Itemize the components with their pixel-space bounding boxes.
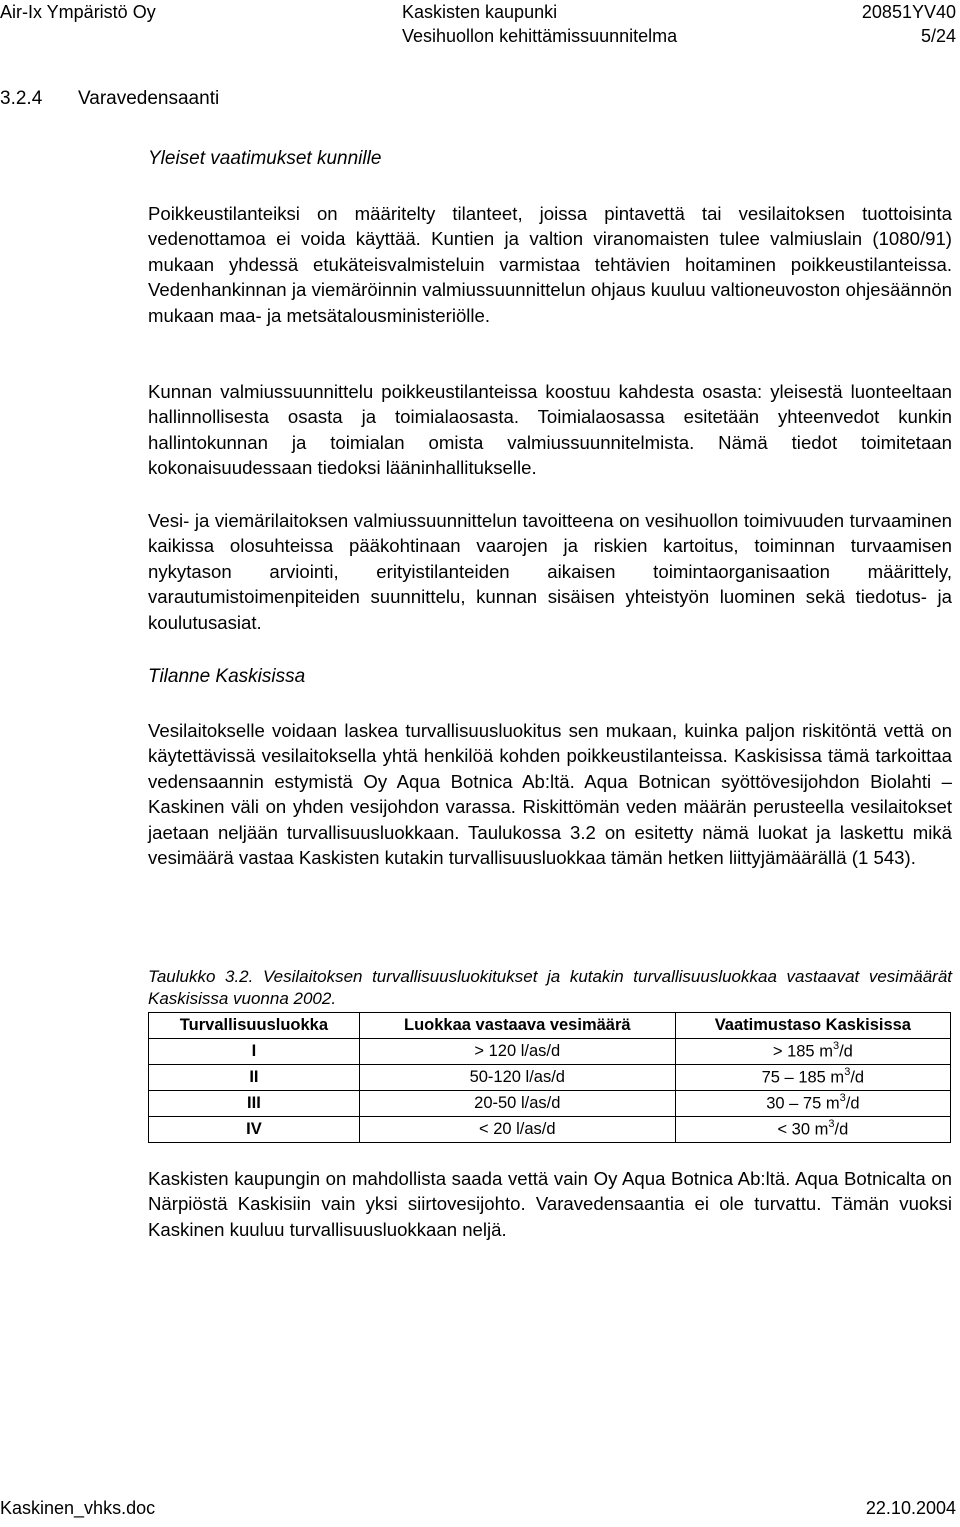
- table-cell-amount: < 20 l/as/d: [359, 1117, 675, 1143]
- page-header: [0, 0, 960, 50]
- table-row: [149, 1065, 951, 1091]
- paragraph-safety-classification: Vesilaitokselle voidaan laskea turvallisuusluokitus sen mukaan, kuinka paljon riskitöntä vettä on käytettävissä vesilaitoksella yhtä henkilöä kohden poikkeustilanteissa. Kaskisissa tämä tarkoittaa vedensaannin estymistä Oy Aqua Botnica Ab:ltä. Aqua Botnican syöttövesijohdon Biolahti – Kaskinen väli on yhden vesijohdon varassa. Riskittömän veden määrän perusteella vesilaitokset jaetaan neljään turvallisuusluokkaan. Taulukossa 3.2 on esitetty nämä luokat ja laskettu mikä vesimäärä vastaa Kaskisten kutakin turvallisuusluokkaa tämän hetken liittyjämäärällä (1 543).: [148, 720, 952, 869]
- unit-exponent: 3: [828, 1118, 835, 1131]
- paragraph-conclusion: Kaskisten kaupungin on mahdollista saada vettä vain Oy Aqua Botnica Ab:ltä. Aqua Botnicalta on Närpiöstä Kaskisiin vain yksi siirtovesijohto. Varavedensaantia ei ole turvattu. Tämän vuoksi Kaskinen kuuluu turvallisuusluokkaan neljä.: [148, 1168, 952, 1240]
- paragraph-preparedness-structure: Kunnan valmiussuunnittelu poikkeustilanteissa koostuu kahdesta osasta: yleisestä luonteeltaan hallinnollisesta osasta ja toimialaosasta. Toimialaosassa esitetään yhteenvedot kunkin hallintokunnan ja toimialan omista valmiussuunnitelmista. Nämä tiedot toimitetaan kokonaisuudessaan tiedoksi lääninhallitukselle.: [148, 381, 952, 479]
- column-header: Turvallisuusluokka: [149, 1013, 360, 1039]
- column-header: Luokkaa vastaava vesimäärä: [359, 1013, 675, 1039]
- table-cell-level: [675, 1091, 950, 1117]
- table-cell-class: III: [149, 1091, 360, 1117]
- paragraph-emergency-definition: Poikkeustilanteiksi on määritelty tilanteet, joissa pintavettä tai vesilaitoksen tuottoisinta vedenottamoa ei voida käyttää. Kuntien ja valtion viranomaisten tulee valmiuslain (1080/91) mukaan yhdessä etukäteisvalmisteluin varmistaa tehtävien hoitaminen poikkeustilanteissa. Vedenhankinnan ja viemäröinnin valmiussuunnittelun ohjaus kuuluu valtioneuvoston ohjesäännön mukaan maa- ja metsätalousministeriölle.: [148, 203, 952, 326]
- footer-date: 22.10.2004: [865, 1498, 956, 1518]
- table-cell-amount: > 120 l/as/d: [359, 1039, 675, 1065]
- footer-filename: Kaskinen_vhks.doc: [0, 1498, 156, 1518]
- table-row: [149, 1039, 951, 1065]
- header-company: Air-Ix Ympäristö Oy: [0, 2, 156, 22]
- table-cell-class: II: [149, 1065, 360, 1091]
- table-cell-level: [675, 1039, 950, 1065]
- table-cell-class: I: [149, 1039, 360, 1065]
- paragraph-preparedness-goals: Vesi- ja viemärilaitoksen valmiussuunnittelun tavoitteena on vesihuollon toimivuuden turvaaminen kaikissa olosuhteissa pääkohtinaan vaarojen ja riskien kartoitus, toiminnan turvaamisen nykytason arviointi, erityistilanteiden aikaisen toimintaorganisaation määrittely, varautumistoimenpiteiden suunnittelu, kunnan sisäisen yhteistyön luominen sekä tiedotus- ja koulutusasiat.: [148, 510, 952, 633]
- table-cell-amount: 50-120 l/as/d: [359, 1065, 675, 1091]
- table-cell-level: [675, 1065, 950, 1091]
- level-value: > 185 m: [772, 1042, 833, 1061]
- safety-class-table: [148, 1012, 951, 1143]
- table-cell-level: [675, 1117, 950, 1143]
- header-document-title: Vesihuollon kehittämissuunnitelma: [402, 26, 678, 46]
- column-header: Vaatimustaso Kaskisissa: [675, 1013, 950, 1039]
- section-title: Varavedensaanti: [78, 88, 220, 109]
- level-value: 75 – 185 m: [761, 1068, 845, 1087]
- subheading-kaskinen-situation: Tilanne Kaskisissa: [148, 666, 306, 687]
- unit-suffix: /d: [839, 1042, 853, 1061]
- table-header-row: [149, 1013, 951, 1039]
- section-number: 3.2.4: [0, 88, 43, 109]
- level-value: < 30 m: [777, 1120, 829, 1139]
- header-line-1: [0, 2, 960, 24]
- table-row: [149, 1117, 951, 1143]
- header-page-number: 5/24: [920, 26, 956, 46]
- table-caption: Taulukko 3.2. Vesilaitoksen turvallisuusluokitukset ja kutakin turvallisuusluokkaa vastaavat vesimäärät Kaskisissa vuonna 2002.: [148, 967, 952, 1008]
- page-footer: [0, 1498, 960, 1524]
- header-project-code: 20851YV40: [861, 2, 956, 22]
- unit-exponent: 3: [839, 1092, 846, 1105]
- unit-suffix: /d: [834, 1120, 849, 1139]
- header-client: Kaskisten kaupunki: [402, 2, 558, 22]
- level-value: 30 – 75 m: [766, 1094, 840, 1113]
- header-line-2: [0, 26, 960, 48]
- table-row: [149, 1091, 951, 1117]
- table-cell-amount: 20-50 l/as/d: [359, 1091, 675, 1117]
- unit-suffix: /d: [850, 1068, 865, 1087]
- section-heading: [0, 88, 219, 110]
- unit-suffix: /d: [845, 1094, 860, 1113]
- unit-exponent: 3: [832, 1040, 840, 1053]
- unit-exponent: 3: [844, 1066, 851, 1079]
- table-cell-class: IV: [149, 1117, 360, 1143]
- subheading-general-requirements: Yleiset vaatimukset kunnille: [148, 148, 382, 169]
